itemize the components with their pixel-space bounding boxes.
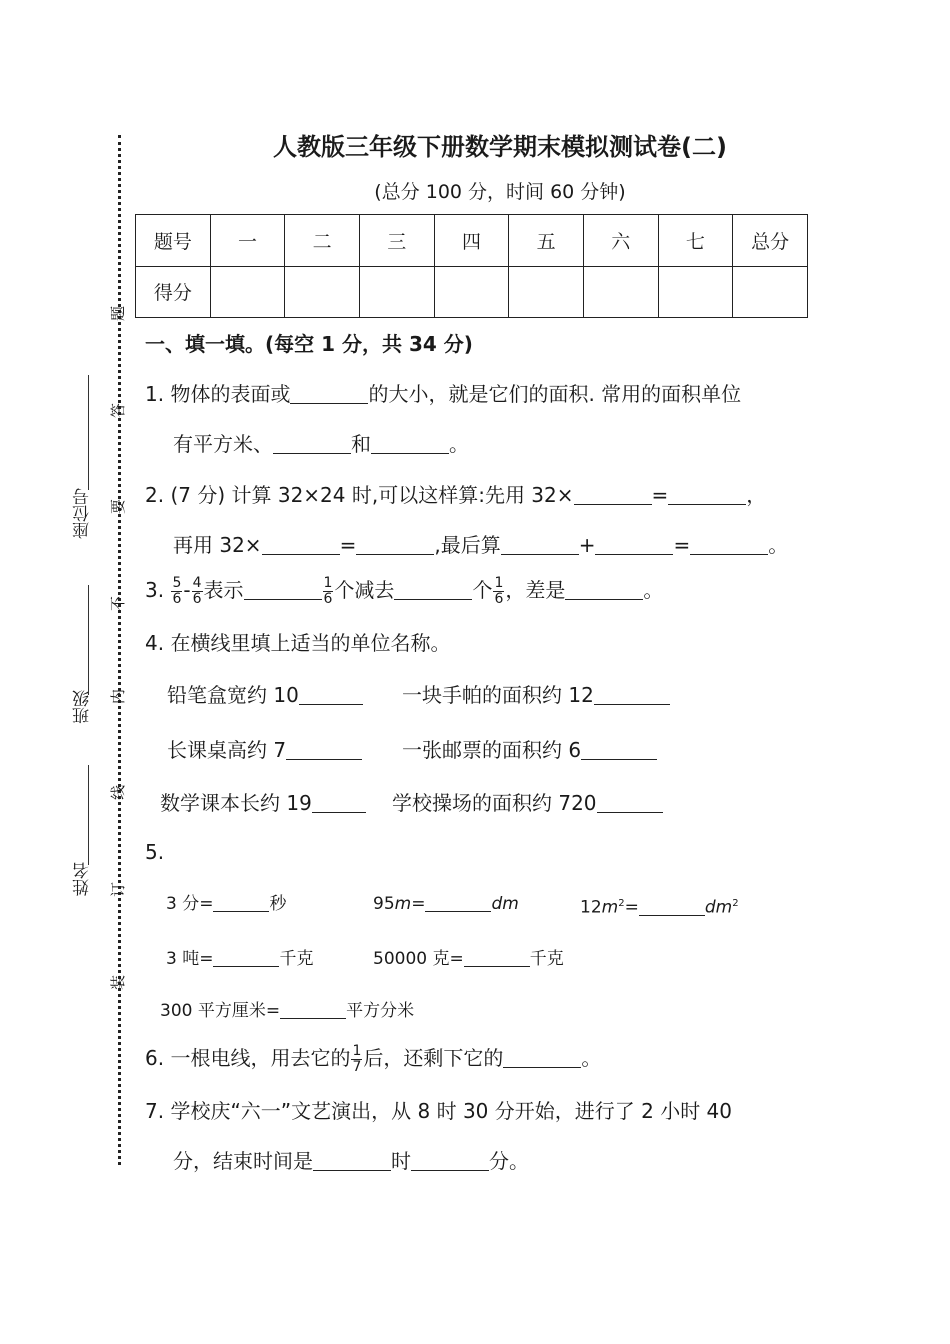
answer-blank[interactable] <box>501 534 579 555</box>
header-cell: 二 <box>285 215 360 267</box>
q2-text-a: 2. (7 分) 计算 32×24 时,可以这样算:先用 32× <box>145 483 574 507</box>
q5-unit: 千克 <box>279 949 314 969</box>
answer-blank[interactable] <box>213 946 279 967</box>
q1-text-a: 1. 物体的表面或 <box>145 382 291 406</box>
frac-num: 1 <box>494 575 504 591</box>
header-cell: 题号 <box>136 215 211 267</box>
score-cell[interactable] <box>285 266 360 318</box>
answer-blank[interactable] <box>597 792 663 813</box>
fraction-4-6 <box>192 576 203 607</box>
q5-num: 5. <box>145 840 165 864</box>
answer-blank[interactable] <box>565 579 643 600</box>
q2-end: 。 <box>768 533 789 557</box>
side-char-8: 装 <box>109 974 128 991</box>
header-cell: 一 <box>210 215 285 267</box>
q5-item-f <box>160 997 414 1025</box>
score-row-label: 得分 <box>136 266 211 318</box>
side-char-2: 答 <box>109 402 128 419</box>
seat-label: 座位号 <box>73 488 93 539</box>
q5-unit: m <box>394 894 412 914</box>
q4-item-text: 铅笔盒宽约 10 <box>167 683 299 707</box>
score-cell[interactable] <box>509 266 584 318</box>
q4-item-text: 一块手帕的面积约 12 <box>402 683 594 707</box>
q5-item-e <box>373 945 564 973</box>
q5-unit: m <box>601 897 619 918</box>
q2-comma: ， <box>746 483 767 507</box>
answer-blank[interactable] <box>668 484 746 505</box>
score-cell[interactable] <box>359 266 434 318</box>
q1-text-d: 和 <box>351 432 371 456</box>
q3-minus: - <box>183 578 191 602</box>
q6-line <box>145 1044 601 1075</box>
answer-blank[interactable] <box>244 579 322 600</box>
q5-text: 300 平方厘米= <box>160 1001 281 1021</box>
side-char-7: 订 <box>109 881 128 898</box>
frac-num: 4 <box>192 575 202 591</box>
q1-line-1 <box>145 380 741 408</box>
q4-row-2b <box>402 736 657 764</box>
q4-row-2a <box>167 736 362 764</box>
fraction-1-7 <box>351 1044 362 1075</box>
fraction-1-6 <box>493 576 504 607</box>
side-char-6: 线 <box>109 784 128 801</box>
fraction-5-6 <box>171 576 182 607</box>
q3-text-d: ，差是 <box>505 578 566 602</box>
q3-text-c: 个 <box>472 578 493 602</box>
q4-row-3b <box>392 789 663 817</box>
q7-text-d: 分。 <box>489 1149 529 1173</box>
q5-item-d <box>166 945 313 973</box>
q5-unit: dm <box>491 894 519 914</box>
answer-blank[interactable] <box>262 534 340 555</box>
q4-item-text: 学校操场的面积约 720 <box>392 791 597 815</box>
binding-dotted-line <box>118 135 121 1165</box>
answer-blank[interactable] <box>286 739 362 760</box>
score-table-header-row <box>136 215 808 267</box>
answer-blank[interactable] <box>594 684 670 705</box>
q5-unit: dm <box>704 897 733 918</box>
q3-num: 3. <box>145 578 165 602</box>
q3-text-e: 。 <box>643 578 664 602</box>
section-1-heading: 一、填一填。(每空 1 分，共 34 分) <box>145 332 473 356</box>
answer-blank[interactable] <box>411 1150 489 1171</box>
score-cell[interactable] <box>210 266 285 318</box>
answer-blank[interactable] <box>371 433 449 454</box>
q1-text-c: 有平方米、 <box>173 432 273 456</box>
q2-eq: = <box>339 533 357 557</box>
header-cell: 七 <box>658 215 733 267</box>
page-subtitle: (总分 100 分，时间 60 分钟) <box>374 181 626 203</box>
q7-text-c: 时 <box>391 1149 411 1173</box>
q5-text: 3 分= <box>166 894 214 914</box>
q5-eq: = <box>411 894 426 914</box>
score-cell[interactable] <box>733 266 808 318</box>
q2-line-2 <box>173 531 788 559</box>
q5-eq: = <box>624 897 639 918</box>
score-cell[interactable] <box>658 266 733 318</box>
answer-blank[interactable] <box>690 534 768 555</box>
answer-blank[interactable] <box>213 891 269 912</box>
header-cell: 总分 <box>733 215 808 267</box>
frac-den: 6 <box>494 591 504 607</box>
name-underline <box>88 765 89 865</box>
q7-line-2 <box>173 1147 529 1175</box>
frac-den: 6 <box>323 591 333 607</box>
q4-item-text: 数学课本长约 19 <box>160 791 312 815</box>
q3-text-b: 个减去 <box>334 578 395 602</box>
q2-eq: = <box>651 483 669 507</box>
q7-line-1: 7. 学校庆“六一”文艺演出，从 8 时 30 分开始，进行了 2 小时 40 <box>145 1099 733 1123</box>
q4-row-1b <box>402 681 670 709</box>
q5-unit: 秒 <box>269 894 287 914</box>
q3-line <box>145 576 663 607</box>
header-cell: 六 <box>583 215 658 267</box>
q5-sup: 2 <box>732 898 739 909</box>
frac-den: 6 <box>192 591 202 607</box>
answer-blank[interactable] <box>394 579 472 600</box>
side-char-1: 题 <box>109 305 128 322</box>
side-char-3: 要 <box>109 498 128 515</box>
q6-text-a: 6. 一根电线，用去它的 <box>145 1046 351 1070</box>
header-cell: 三 <box>359 215 434 267</box>
score-table <box>135 214 808 318</box>
answer-blank[interactable] <box>639 895 705 916</box>
seat-underline <box>88 375 89 490</box>
q4-item-text: 长课桌高约 7 <box>167 738 287 762</box>
frac-num: 1 <box>323 575 333 591</box>
answer-blank[interactable] <box>312 792 366 813</box>
q4-row-1a <box>167 681 363 709</box>
q5-text: 12 <box>580 897 602 918</box>
q4-line: 4. 在横线里填上适当的单位名称。 <box>145 631 451 655</box>
header-cell: 四 <box>434 215 509 267</box>
q1-line-2 <box>173 430 469 458</box>
q4-item-text: 一张邮票的面积约 6 <box>402 738 582 762</box>
q5-text: 95 <box>373 894 395 914</box>
q4-row-3a <box>160 789 366 817</box>
frac-den: 7 <box>352 1059 362 1075</box>
q5-text: 50000 克= <box>373 949 464 969</box>
class-label: 班级 <box>73 690 93 724</box>
name-label: 姓名 <box>73 862 93 896</box>
q6-text-c: 。 <box>581 1046 602 1070</box>
answer-blank[interactable] <box>299 684 363 705</box>
q2-text-b: 再用 32× <box>173 533 262 557</box>
score-cell[interactable] <box>434 266 509 318</box>
frac-den: 6 <box>172 591 182 607</box>
q6-text-b: 后，还剩下它的 <box>363 1046 504 1070</box>
q2-plus: + <box>578 533 596 557</box>
answer-blank[interactable] <box>425 891 491 912</box>
answer-blank[interactable] <box>356 534 434 555</box>
q5-item-a <box>166 890 286 918</box>
answer-blank[interactable] <box>280 998 346 1019</box>
side-char-4: 不 <box>109 595 128 612</box>
header-cell: 五 <box>509 215 584 267</box>
answer-blank[interactable] <box>464 946 530 967</box>
q5-text: 3 吨= <box>166 949 214 969</box>
q2-eq: = <box>673 533 691 557</box>
q5-unit: 千克 <box>529 949 564 969</box>
q5-item-c <box>580 890 739 922</box>
answer-blank[interactable] <box>290 383 368 404</box>
answer-blank[interactable] <box>581 739 657 760</box>
q5-unit: 平方分米 <box>346 1001 415 1021</box>
answer-blank[interactable] <box>503 1047 581 1068</box>
q5-item-b <box>373 890 519 918</box>
q1-text-b: 的大小，就是它们的面积. 常用的面积单位 <box>368 382 742 406</box>
answer-blank[interactable] <box>595 534 673 555</box>
score-cell[interactable] <box>583 266 658 318</box>
class-underline <box>88 585 89 695</box>
q5-sup: 2 <box>618 898 625 909</box>
side-char-5: 内 <box>109 688 128 705</box>
answer-blank[interactable] <box>313 1150 391 1171</box>
q2-line-1 <box>145 481 766 509</box>
q7-text-b: 分，结束时间是 <box>173 1149 313 1173</box>
frac-num: 5 <box>172 575 182 591</box>
answer-blank[interactable] <box>273 433 351 454</box>
page-title: 人教版三年级下册数学期末模拟测试卷(二) <box>273 133 727 161</box>
q3-text-a: 表示 <box>203 578 244 602</box>
answer-blank[interactable] <box>574 484 652 505</box>
score-table-score-row <box>136 266 808 318</box>
q1-text-e: 。 <box>449 432 469 456</box>
fraction-1-6 <box>323 576 334 607</box>
q2-text-c: ,最后算 <box>434 533 501 557</box>
frac-num: 1 <box>352 1043 362 1059</box>
